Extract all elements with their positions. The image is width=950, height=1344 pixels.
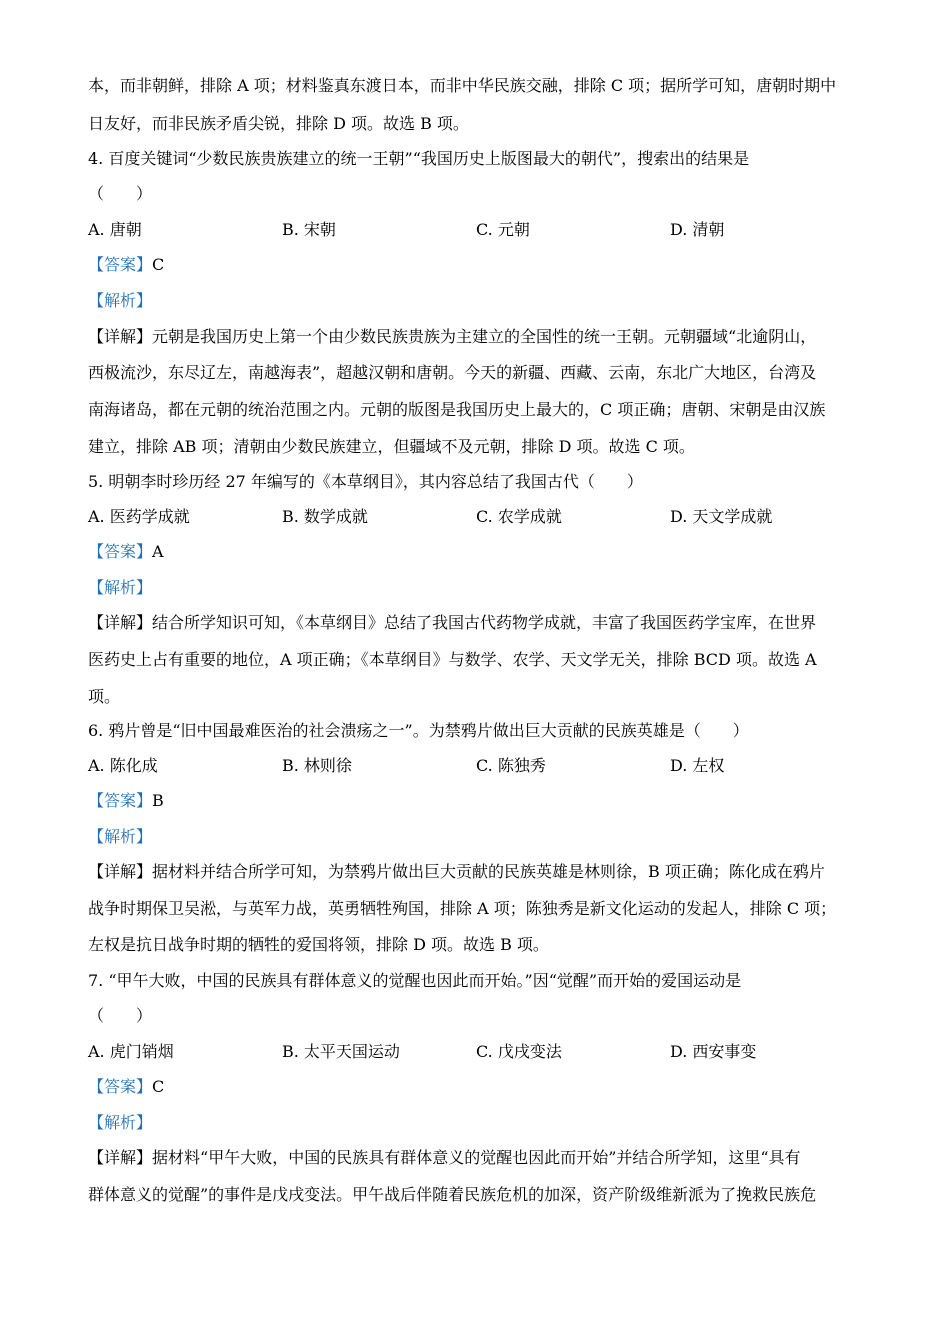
q7-stem-line-2: （ ） (88, 1006, 153, 1025)
q7-detail-line-1 (88, 1147, 863, 1169)
answer-label: 【答案】 (88, 255, 153, 274)
q5-analysis-row (88, 577, 863, 599)
q4-analysis-row (88, 290, 863, 312)
q5-answer-row (88, 541, 863, 563)
q7-option-d: D. 西安事变 (670, 1042, 757, 1061)
q6-detail-line-3: 左权是抗日战争时期的牺牲的爱国将领，排除 D 项。故选 B 项。 (88, 935, 549, 954)
q5-detail-line-1 (88, 612, 863, 634)
q4-answer-row (88, 254, 863, 276)
q6-detail-line-2: 战争时期保卫吴淞，与英军力战，英勇牺牲殉国，排除 A 项；陈独秀是新文化运动的发起人，排除 C 项； (88, 899, 837, 918)
analysis-label: 【解析】 (88, 827, 153, 846)
q6-answer-row (88, 790, 863, 812)
q4-option-d: D. 清朝 (670, 220, 725, 239)
q6-option-d: D. 左权 (670, 756, 725, 775)
q4-option-a: A. 唐朝 (88, 220, 142, 239)
q6-detail-text-1: 据材料并结合所学可知，为禁鸦片做出巨大贡献的民族英雄是林则徐，B 项正确；陈化成在鸦片 (152, 862, 825, 881)
q7-answer-row (88, 1076, 863, 1098)
q5-option-b: B. 数学成就 (282, 507, 368, 526)
q7-detail-line-2: 群体意义的觉醒”的事件是戊戌变法。甲午战后伴随着民族危机的加深，资产阶级维新派为了挽救民族危 (88, 1185, 817, 1204)
q6-detail-line-1 (88, 861, 863, 883)
q5-answer-value: A (152, 542, 164, 561)
q4-stem-line-1: 4. 百度关键词“少数民族贵族建立的统一王朝”“我国历史上版图最大的朝代”，搜索出的结果是 (88, 149, 750, 168)
answer-label: 【答案】 (88, 791, 153, 810)
q4-option-b: B. 宋朝 (282, 220, 336, 239)
intro-line-1: 本，而非朝鲜，排除 A 项；材料鉴真东渡日本，而非中华民族交融，排除 C 项；据所学可知，唐朝时期中 (88, 76, 837, 95)
q4-option-c: C. 元朝 (476, 220, 530, 239)
q7-analysis-row (88, 1112, 863, 1134)
q7-option-c: C. 戊戌变法 (476, 1042, 562, 1061)
analysis-label: 【解析】 (88, 291, 153, 310)
q5-option-d: D. 天文学成就 (670, 507, 773, 526)
q4-detail-text-1: 元朝是我国历史上第一个由少数民族贵族为主建立的全国性的统一王朝。元朝疆域“北逾阴山， (152, 327, 817, 346)
q5-detail-line-2: 医药史上占有重要的地位，A 项正确；《本草纲目》与数学、农学、天文学无关，排除 BCD 项。故选 A (88, 650, 817, 669)
analysis-label: 【解析】 (88, 578, 153, 597)
q4-detail-line-4: 建立，排除 AB 项；清朝由少数民族建立，但疆域不及元朝，排除 D 项。故选 C 项。 (88, 437, 695, 456)
detail-label: 【详解】 (88, 1148, 153, 1167)
q4-detail-line-2: 西极流沙，东尽辽左，南越海表”，超越汉朝和唐朝。今天的新疆、西藏、云南，东北广大地区，台湾及 (88, 363, 817, 382)
answer-label: 【答案】 (88, 542, 153, 561)
q7-detail-text-1: 据材料“甲午大败，中国的民族具有群体意义的觉醒也因此而开始”并结合所学知，这里“具有 (152, 1148, 801, 1167)
q7-option-b: B. 太平天国运动 (282, 1042, 400, 1061)
q5-option-c: C. 农学成就 (476, 507, 562, 526)
q5-stem-line-1: 5. 明朝李时珍历经 27 年编写的《本草纲目》，其内容总结了我国古代（ ） (88, 472, 643, 491)
q5-option-a: A. 医药学成就 (88, 507, 190, 526)
answer-label: 【答案】 (88, 1077, 153, 1096)
q5-detail-line-3: 项。 (88, 687, 121, 706)
q6-option-a: A. 陈化成 (88, 756, 158, 775)
q7-answer-value: C (152, 1077, 165, 1096)
q4-detail-line-1 (88, 326, 863, 348)
analysis-label: 【解析】 (88, 1113, 153, 1132)
detail-label: 【详解】 (88, 327, 153, 346)
q6-option-b: B. 林则徐 (282, 756, 352, 775)
q6-analysis-row (88, 826, 863, 848)
q6-option-c: C. 陈独秀 (476, 756, 546, 775)
q6-stem-line-1: 6. 鸦片曾是“旧中国最难医治的社会溃疡之一”。为禁鸦片做出巨大贡献的民族英雄是（ ） (88, 721, 749, 740)
q4-answer-value: C (152, 255, 165, 274)
intro-line-2: 日友好，而非民族矛盾尖锐，排除 D 项。故选 B 项。 (88, 114, 469, 133)
q4-detail-line-3: 南海诸岛，都在元朝的统治范围之内。元朝的版图是我国历史上最大的，C 项正确；唐朝、宋朝是由汉族 (88, 400, 826, 419)
q4-stem-line-2: （ ） (88, 184, 153, 203)
detail-label: 【详解】 (88, 613, 153, 632)
q6-answer-value: B (152, 791, 164, 810)
q5-detail-text-1: 结合所学知识可知，《本草纲目》总结了我国古代药物学成就，丰富了我国医药学宝库，在世界 (152, 613, 817, 632)
q7-stem-line-1: 7. “甲午大败，中国的民族具有群体意义的觉醒也因此而开始。”因“觉醒”而开始的爱国运动是 (88, 971, 742, 990)
detail-label: 【详解】 (88, 862, 153, 881)
q7-option-a: A. 虎门销烟 (88, 1042, 174, 1061)
